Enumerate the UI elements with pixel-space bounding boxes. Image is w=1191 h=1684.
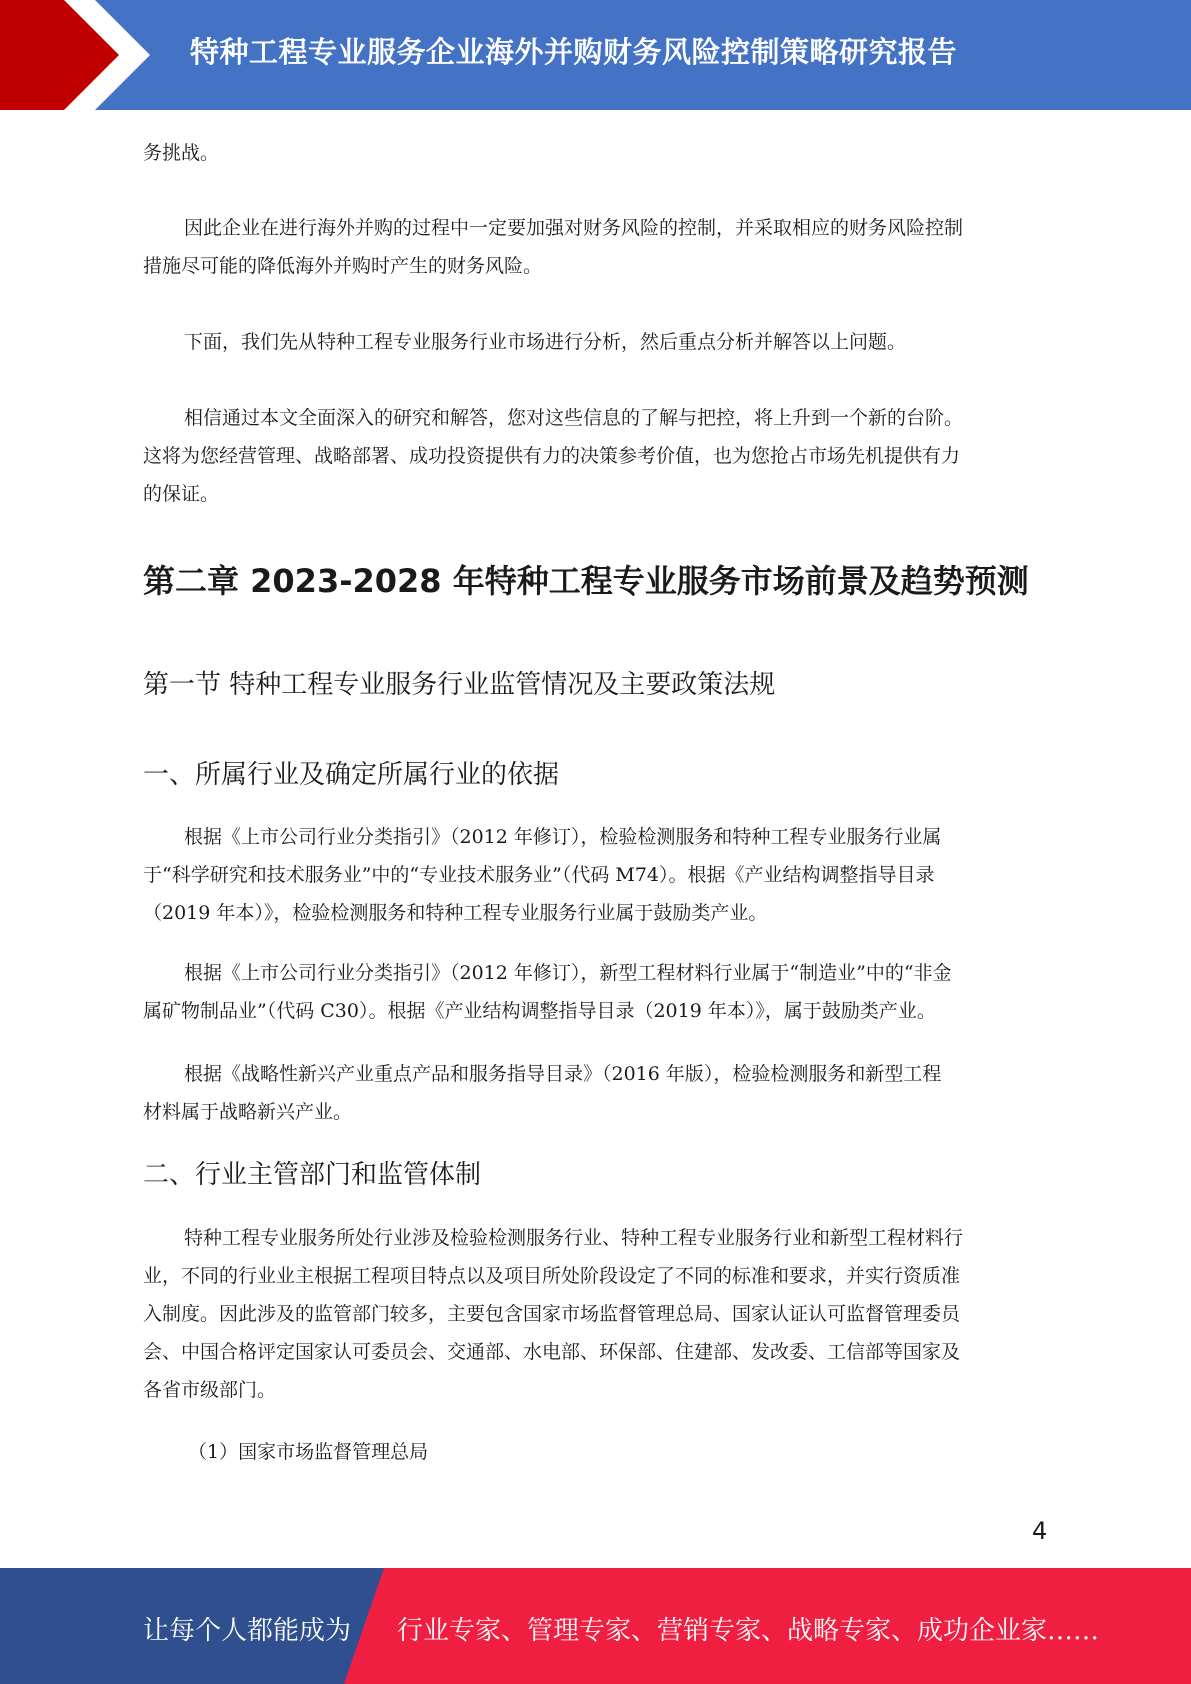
footer-slogan-right: 行业专家、管理专家、营销专家、战略专家、成功企业家……	[397, 1616, 1100, 1646]
text-line: 这将为您经营管理、战略部署、成功投资提供有力的决策参考价值，也为您抢占市场先机提供有力	[143, 445, 961, 467]
text-line: 相信通过本文全面深入的研究和解答，您对这些信息的了解与把控，将上升到一个新的台阶。	[184, 407, 964, 429]
paragraph-sub1-1	[143, 818, 1048, 932]
paragraph-sub2-1	[143, 1219, 1048, 1409]
paragraph-intro-1	[143, 209, 1048, 285]
paragraph-intro-3	[143, 399, 1048, 513]
text-line: 于“科学研究和技术服务业”中的“专业技术服务业”（代码 M74）。根据《产业结构调整指导目录	[143, 864, 935, 886]
text-line: 属矿物制品业”（代码 C30）。根据《产业结构调整指导目录（2019 年本）》，属于鼓励类产业。	[143, 1000, 936, 1022]
text-line: （1）国家市场监督管理总局	[188, 1441, 429, 1463]
text-line: 会、中国合格评定国家认可委员会、交通部、水电部、环保部、住建部、发改委、工信部等国家及	[143, 1341, 961, 1363]
page-footer	[0, 1568, 1191, 1684]
text-line: 特种工程专业服务所处行业涉及检验检测服务行业、特种工程专业服务行业和新型工程材料行	[184, 1227, 964, 1249]
text-line: 入制度。因此涉及的监管部门较多，主要包含国家市场监督管理总局、国家认证认可监督管理委员	[143, 1303, 961, 1325]
page-header	[0, 0, 1191, 110]
paragraph-sub1-3	[143, 1055, 1048, 1131]
text-line: 根据《上市公司行业分类指引》（2012 年修订），检验检测服务和特种工程专业服务行业属	[184, 826, 942, 848]
chapter-heading: 第二章 2023-2028 年特种工程专业服务市场前景及趋势预测	[143, 562, 1029, 600]
text-line: 业，不同的行业业主根据工程项目特点以及项目所处阶段设定了不同的标准和要求，并实行资质准	[143, 1265, 961, 1287]
list-item	[188, 1433, 1093, 1471]
text-line: 因此企业在进行海外并购的过程中一定要加强对财务风险的控制，并采取相应的财务风险控制	[184, 217, 964, 239]
paragraph-intro-2	[143, 323, 1048, 361]
section-heading: 第一节 特种工程专业服务行业监管情况及主要政策法规	[143, 670, 776, 700]
text-line: （2019 年本）》，检验检测服务和特种工程专业服务行业属于鼓励类产业。	[143, 902, 768, 924]
text-line: 的保证。	[143, 483, 220, 505]
subsection-heading-1: 一、所属行业及确定所属行业的依据	[143, 760, 560, 790]
paragraph-sub1-2	[143, 954, 1048, 1030]
paragraph-intro-0	[143, 134, 1048, 172]
footer-slogan-left: 让每个人都能成为	[143, 1616, 352, 1646]
text-line: 措施尽可能的降低海外并购时产生的财务风险。	[143, 255, 543, 277]
text-line: 根据《战略性新兴产业重点产品和服务指导目录》（2016 年版），检验检测服务和新型工程	[184, 1063, 942, 1085]
report-title: 特种工程专业服务企业海外并购财务风险控制策略研究报告	[190, 35, 958, 69]
subsection-heading-2: 二、行业主管部门和监管体制	[143, 1160, 482, 1190]
text-line: 材料属于战略新兴产业。	[143, 1101, 353, 1123]
text-line: 各省市级部门。	[143, 1379, 277, 1401]
text-line: 下面，我们先从特种工程专业服务行业市场进行分析，然后重点分析并解答以上问题。	[184, 331, 907, 353]
text-line: 根据《上市公司行业分类指引》（2012 年修订），新型工程材料行业属于“制造业”中的“非金	[184, 962, 952, 984]
page-number: 4	[1032, 1517, 1048, 1545]
text-line: 务挑战。	[143, 142, 220, 164]
